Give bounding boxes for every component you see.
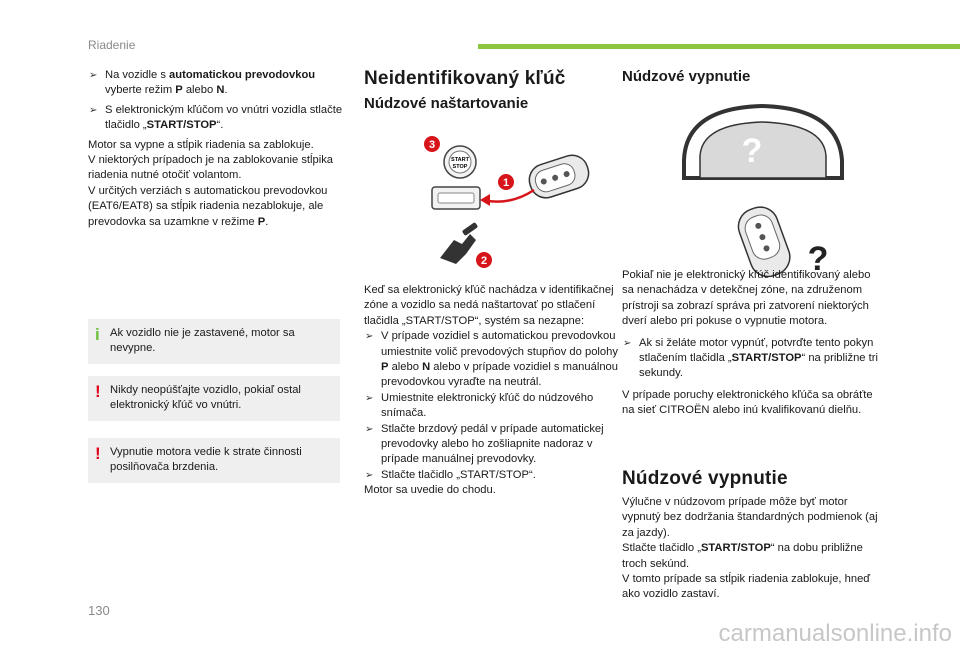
unidentified-key-illustration (672, 100, 862, 280)
car-top-view-icon (684, 106, 842, 178)
paragraph: Motor sa vypne a stĺpik riadenia sa zablokuje. (88, 138, 314, 151)
list-item: ➢ V prípade vozidiel s automatickou prevodovkou umiestnite volič prevodových stupňov do polohy P alebo N alebo v prípade vozidiel s manuálnou prevodovkou vyraďte na neutrál. (365, 330, 618, 389)
arrow-bullet-icon: ➢ (365, 423, 374, 435)
middle-column (364, 283, 626, 499)
info-icon: i (95, 325, 100, 344)
start-stop-button-icon (444, 146, 476, 178)
list-item: ➢ Na vozidle s automatickou prevodovkou vyberte režim P alebo N. (89, 69, 316, 97)
right-column (622, 268, 884, 419)
section-title: Riadenie (88, 38, 136, 52)
emergency-start-illustration (410, 130, 610, 280)
paragraph: Keď sa elektronický kľúč nachádza v identifikačnej zóne a vozidlo sa nedá naštartovať po stlačení tlačidla „START/STOP“, systém sa nezapne: (364, 284, 614, 327)
arrow-bullet-icon: ➢ (365, 331, 374, 343)
list-item: ➢ Umiestnite elektronický kľúč do núdzového snímača. (365, 391, 594, 420)
arrow-bullet-icon: ➢ (365, 392, 374, 404)
brake-pedal-icon (440, 222, 478, 264)
callout-2 (476, 252, 492, 268)
question-mark-icon: ? (741, 132, 763, 170)
warning-icon: ! (95, 382, 101, 401)
paragraph: V tomto prípade sa stĺpik riadenia zablokuje, hneď ako vozidlo zastaví. (622, 573, 871, 601)
question-mark-icon: ? (807, 240, 829, 278)
arrow-bullet-icon: ➢ (623, 337, 632, 349)
section-heading: Núdzové vypnutie (622, 468, 788, 489)
warning-icon: ! (95, 444, 101, 463)
svg-text:1: 1 (502, 177, 510, 189)
arrow-bullet-icon: ➢ (89, 104, 98, 116)
page-number: 130 (88, 603, 110, 618)
list-item: ➢ Stlačte brzdový pedál v prípade automatickej prevodovky alebo ho zošliapnite nadoraz v prípade manuálnej prevodovky. (365, 422, 604, 466)
section-accent-bar (478, 44, 960, 49)
paragraph: Motor sa uvedie do chodu. (364, 484, 496, 497)
paragraph: Pokiaľ nie je elektronický kľúč identifikovaný alebo sa nenachádza v detekčnej zóne, na združenom prístroji sa zobrazí správa pri zatvorení niektorých dverí alebo pri pokuse o vypnutie motora. (622, 269, 871, 328)
subsection-heading: Núdzové naštartovanie (364, 95, 529, 112)
section-heading: Núdzové vypnutie (622, 68, 751, 85)
paragraph: V prípade poruchy elektronického kľúča sa obráťte na sieť CITROËN alebo inú kvalifikovanú dielňu. (622, 388, 873, 417)
svg-text:START: START (451, 157, 469, 163)
right-column-bottom (622, 495, 884, 603)
section-heading: Neidentifikovaný kľúč (364, 68, 566, 89)
list-item: ➢ Ak si želáte motor vypnúť, potvrďte tento pokyn stlačením tlačidla „START/STOP“ na približne tri sekundy. (623, 336, 878, 380)
paragraph: Výlučne v núdzovom prípade môže byť motor vypnutý bez dodržania štandardných podmienok (aj za jazdy). (622, 496, 878, 539)
callout-3 (424, 136, 440, 152)
paragraph: V určitých verziách s automatickou prevodovkou (EAT6/EAT8) sa stĺpik riadenia nezablokuje, ale prevodovka sa uzamkne v režime P. (88, 184, 328, 228)
arrow-bullet-icon: ➢ (365, 469, 374, 481)
svg-text:2: 2 (480, 255, 488, 267)
watermark: carmanualsonline.info (718, 620, 952, 647)
svg-text:3: 3 (428, 139, 436, 151)
left-column (88, 68, 344, 230)
warning-note: ! Nikdy neopúšťajte vozidlo, pokiaľ ostal elektronický kľúč vo vnútri. (88, 376, 340, 421)
info-note: i Ak vozidlo nie je zastavené, motor sa nevypne. (88, 319, 340, 364)
svg-text:STOP: STOP (452, 164, 468, 170)
callout-1 (498, 174, 514, 190)
list-item: ➢ Stlačte tlačidlo „START/STOP“. (364, 468, 626, 483)
list-item: ➢ S elektronickým kľúčom vo vnútri vozidla stlačte tlačidlo „START/STOP“. (89, 103, 343, 132)
paragraph: Stlačte tlačidlo „START/STOP“ na dobu približne troch sekúnd. (622, 542, 863, 570)
warning-note: ! Vypnutie motora vedie k strate činnosti posilňovača brzdenia. (88, 438, 340, 483)
key-fob-icon (525, 151, 593, 202)
paragraph: V niektorých prípadoch je na zablokovanie stĺpika riadenia nutné otočiť volantom. (88, 154, 334, 182)
arrow-bullet-icon: ➢ (89, 70, 98, 81)
